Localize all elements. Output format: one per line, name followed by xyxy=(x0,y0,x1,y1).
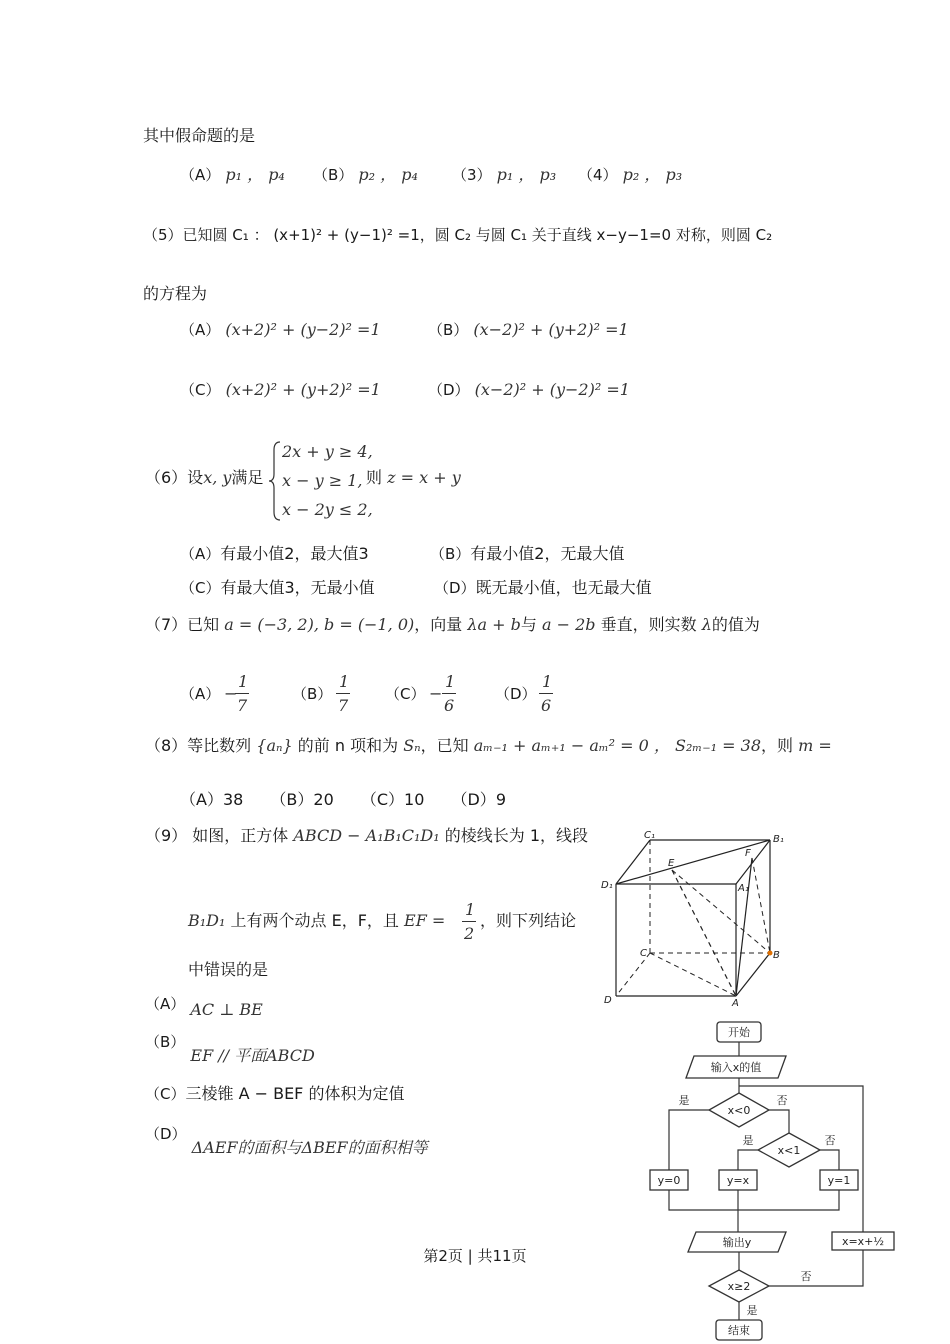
option-value: p₂ ， p₄ xyxy=(358,165,418,184)
q5-option-d[interactable] xyxy=(428,380,630,400)
cube-figure xyxy=(598,828,798,1008)
option-label: （A） xyxy=(180,166,221,184)
flow-d2-text: x<1 xyxy=(777,1144,801,1157)
label-b1: B₁ xyxy=(773,834,784,845)
q5-stem-cont: 的方程为 xyxy=(143,284,208,303)
fraction-bar xyxy=(235,693,249,694)
q8-mid2: ，已知 xyxy=(420,736,469,755)
option-value: p₁ ， p₃ xyxy=(496,165,557,184)
intro-text: 其中假命题的是 xyxy=(143,126,256,145)
q7-v2: a − 2b xyxy=(541,615,596,634)
fraction-num: 1 xyxy=(542,672,553,691)
option-label: （B） xyxy=(145,1033,186,1051)
option-label: （D） xyxy=(495,685,537,703)
option-value: 三棱锥 A − BEF 的体积为定值 xyxy=(185,1084,405,1103)
q8-option-c[interactable] xyxy=(361,790,425,809)
q7-end: 的值为 xyxy=(711,615,760,634)
fraction-sign: − xyxy=(224,684,238,703)
fraction-sign: − xyxy=(429,684,443,703)
option-label: （A） xyxy=(180,321,221,339)
label-e: E xyxy=(668,858,675,869)
label-a: A xyxy=(732,998,739,1008)
fraction-num: 1 xyxy=(238,672,249,691)
q6-expr: z = x + y xyxy=(387,468,461,487)
option-value: 有最大值3，无最小值 xyxy=(220,578,375,597)
q6-brace xyxy=(268,440,282,522)
q8-option-b[interactable] xyxy=(270,790,333,809)
q6-option-c[interactable] xyxy=(180,578,375,598)
option-label: （C） xyxy=(180,579,221,597)
option-value: (x−2)² + (y+2)² =1 xyxy=(473,320,629,339)
option-value: (x+2)² + (y−2)² =1 xyxy=(225,320,381,339)
flow-d3-text: x≥2 xyxy=(727,1280,751,1293)
flowchart-figure xyxy=(624,1018,902,1342)
option-label: （D） xyxy=(451,790,496,809)
option-label: （B） xyxy=(428,321,469,339)
q6-vars: x, y xyxy=(203,468,232,487)
flow-d1-text: x<0 xyxy=(727,1104,751,1117)
q9-stem-2 xyxy=(188,911,445,931)
label-d1: D₁ xyxy=(601,880,613,891)
q6-option-a[interactable] xyxy=(180,544,369,564)
option-value: p₂ ， p₃ xyxy=(622,165,683,184)
flow-no3-text: 否 xyxy=(800,1270,812,1283)
q6-tail xyxy=(366,468,461,488)
label-c1: C₁ xyxy=(644,830,655,841)
q8-sn: Sₙ xyxy=(403,736,421,755)
option-value: EF // 平面ABCD xyxy=(190,1046,315,1065)
flow-yes1-text: 是 xyxy=(678,1094,690,1107)
option-value: ΔAEF的面积与ΔBEF的面积相等 xyxy=(191,1138,428,1157)
q7-mid2: 与 xyxy=(520,615,537,634)
fraction-bar xyxy=(442,693,456,694)
option-value: (x+2)² + (y+2)² =1 xyxy=(225,380,381,399)
q8-seq: {aₙ} xyxy=(256,736,293,755)
label-c: C xyxy=(640,948,647,959)
fraction-num: 1 xyxy=(465,900,476,919)
fraction-den: 7 xyxy=(237,696,248,715)
flow-input-text: 输入x的值 xyxy=(710,1061,762,1074)
flow-yes3-text: 是 xyxy=(746,1304,758,1317)
option-label: （C） xyxy=(180,381,221,399)
q7-v1: λa + b xyxy=(467,615,521,634)
q9-stem-2-tail: ，则下列结论 xyxy=(480,911,577,930)
option-label: （C） xyxy=(145,1085,186,1103)
option-value: 有最小值2，最大值3 xyxy=(220,544,369,563)
option-label: （D） xyxy=(428,381,470,399)
point-b-marker xyxy=(768,951,773,956)
q9-mid: 上有两个动点 E，F，且 xyxy=(230,911,399,930)
option-value: 20 xyxy=(313,790,334,809)
option-label: （B） xyxy=(270,790,314,809)
fraction-bar xyxy=(539,693,553,694)
q8-options xyxy=(180,790,506,810)
q7-mid1: ，向量 xyxy=(414,615,463,634)
flow-end-text: 结束 xyxy=(728,1324,750,1337)
fraction-den: 6 xyxy=(444,696,455,715)
q6-ineq-1: 2x + y ≥ 4, xyxy=(282,442,373,461)
q6-suffix: 则 xyxy=(366,468,383,487)
q9-stem-1 xyxy=(145,826,588,846)
q8-option-d[interactable] xyxy=(451,790,506,809)
option-label: （B） xyxy=(313,166,354,184)
q7-lambda: λ xyxy=(701,615,712,634)
q4-option-4[interactable] xyxy=(578,165,682,185)
flow-yes2-text: 是 xyxy=(742,1134,754,1147)
flow-no2-text: 否 xyxy=(824,1134,836,1147)
q7-prefix: （7）已知 xyxy=(145,615,220,634)
label-d: D xyxy=(604,995,612,1006)
q8-option-a[interactable] xyxy=(180,790,243,809)
q8-mid: 的前 n 项和为 xyxy=(297,736,399,755)
label-b: B xyxy=(773,950,780,961)
q9-option-a[interactable] xyxy=(145,994,263,1019)
q6-option-b[interactable] xyxy=(430,544,624,564)
q9-stem-3: 中错误的是 xyxy=(188,960,269,979)
q4-option-3[interactable] xyxy=(452,165,556,185)
option-label: （B） xyxy=(430,545,471,563)
q5-option-b[interactable] xyxy=(428,320,629,340)
option-value: 有最小值2，无最大值 xyxy=(470,544,625,563)
q7-vectors: a = (−3, 2), b = (−1, 0) xyxy=(224,615,415,634)
option-label: （A） xyxy=(180,790,223,809)
option-value: 10 xyxy=(404,790,425,809)
q9-prefix: （9） 如图，正方体 xyxy=(145,826,289,845)
option-label: （C） xyxy=(385,685,426,703)
q9-option-c[interactable] xyxy=(145,1084,404,1104)
option-label: （D） xyxy=(434,579,476,597)
flow-no1-text: 否 xyxy=(776,1094,788,1107)
option-label: （3） xyxy=(452,166,492,184)
q5-stem: （5）已知圆 C₁ ： (x+1)² + (y−1)² =1，圆 C₂ 与圆 C₁ 关于直线 x−y−1=0 对称，则圆 C₂ xyxy=(143,226,773,244)
option-value: 9 xyxy=(495,790,506,809)
fraction-num: 1 xyxy=(445,672,456,691)
option-value: 既无最小值，也无最大值 xyxy=(475,578,652,597)
flow-b2-text: y=x xyxy=(726,1174,750,1187)
q4-option-a[interactable] xyxy=(180,165,285,185)
option-label: （A） xyxy=(180,685,221,703)
q6-mid: 满足 xyxy=(231,468,264,487)
q5-option-a[interactable] xyxy=(180,320,381,340)
flow-start-text: 开始 xyxy=(728,1026,750,1039)
q9-option-b[interactable] xyxy=(145,1032,315,1065)
q9-ef: EF = xyxy=(404,911,446,930)
option-value: AC ⊥ BE xyxy=(190,1000,263,1019)
q6-stem xyxy=(145,468,263,488)
q8-m: m = xyxy=(798,736,832,755)
brace-icon xyxy=(268,440,282,522)
option-label: （A） xyxy=(145,995,186,1013)
option-value: p₁ ， p₄ xyxy=(225,165,285,184)
q6-ineq-3: x − 2y ≤ 2, xyxy=(282,500,373,519)
option-label: （D） xyxy=(145,1125,187,1143)
flow-b1-text: y=0 xyxy=(657,1174,681,1187)
option-value: 38 xyxy=(222,790,244,809)
option-value: (x−2)² + (y−2)² =1 xyxy=(474,380,630,399)
q6-prefix: （6）设 xyxy=(145,468,204,487)
label-a1: A₁ xyxy=(738,883,749,894)
q7-suffix: 垂直，则实数 xyxy=(600,615,697,634)
fraction-bar xyxy=(462,921,476,922)
q7-stem xyxy=(145,615,760,635)
option-label: （4） xyxy=(578,166,618,184)
flow-step-text: x=x+½ xyxy=(841,1235,885,1248)
page-footer: 第2页 | 共11页 xyxy=(423,1247,527,1265)
fraction-den: 2 xyxy=(464,924,475,943)
q5-option-c[interactable] xyxy=(180,380,381,400)
q8-stem xyxy=(145,736,832,756)
q9-cube: ABCD − A₁B₁C₁D₁ xyxy=(293,826,440,845)
fraction-den: 7 xyxy=(338,696,349,715)
q9-seg: B₁D₁ xyxy=(188,911,226,930)
fraction-bar xyxy=(336,693,350,694)
q6-ineq-2: x − y ≥ 1, xyxy=(282,471,363,490)
q8-cond: aₘ₋₁ + aₘ₊₁ − aₘ² = 0 ， S₂ₘ₋₁ = 38 xyxy=(473,736,762,755)
flow-output-text: 输出y xyxy=(722,1236,752,1249)
label-f: F xyxy=(745,848,751,859)
option-label: （B） xyxy=(292,685,333,703)
q8-prefix: （8）等比数列 xyxy=(145,736,252,755)
flow-b3-text: y=1 xyxy=(827,1174,851,1187)
q6-option-d[interactable] xyxy=(434,578,652,598)
option-label: （A） xyxy=(180,545,221,563)
fraction-den: 6 xyxy=(541,696,552,715)
q9-option-d[interactable] xyxy=(145,1124,428,1157)
option-label: （C） xyxy=(360,790,405,809)
q9-suffix: 的棱线长为 1，线段 xyxy=(444,826,589,845)
q8-end: ，则 xyxy=(761,736,794,755)
fraction-num: 1 xyxy=(339,672,350,691)
q4-option-b[interactable] xyxy=(313,165,418,185)
